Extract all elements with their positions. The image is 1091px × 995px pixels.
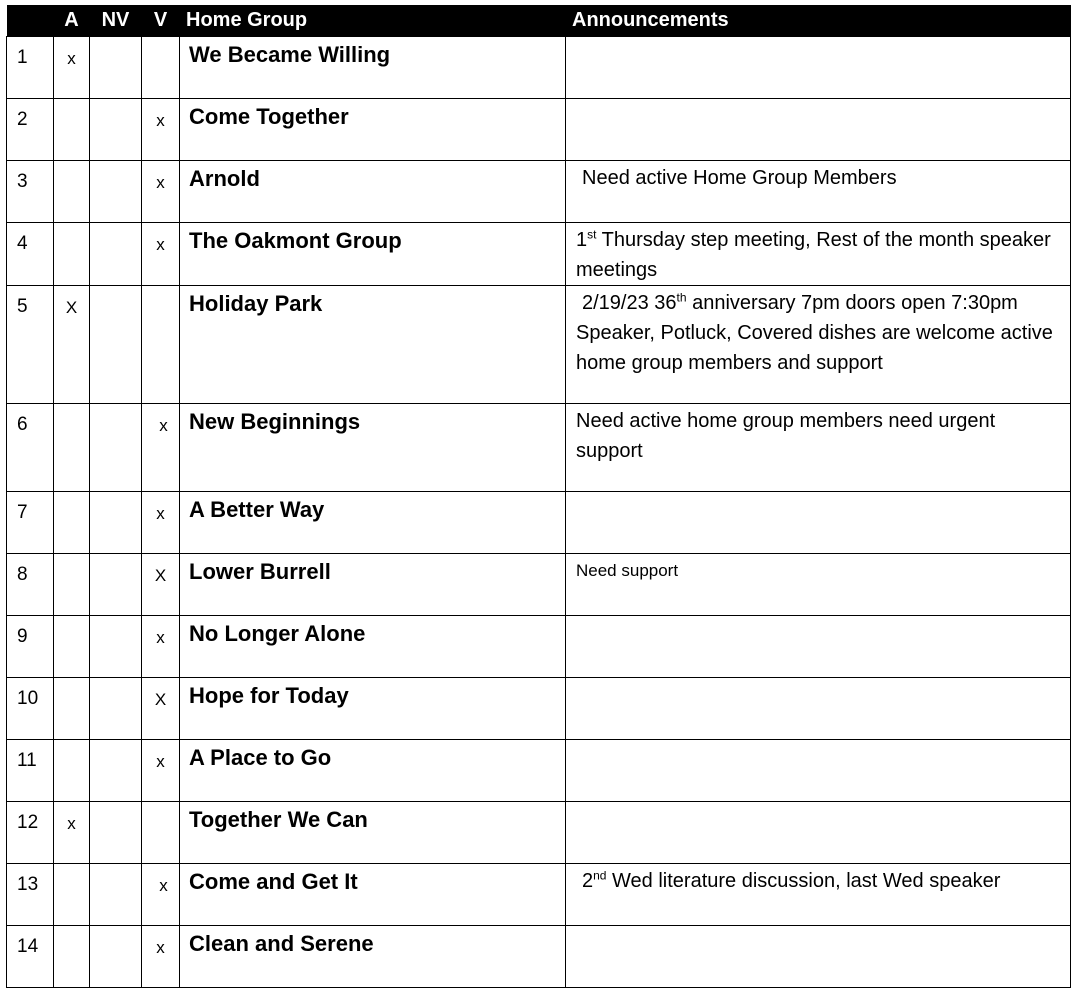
mark-nv — [90, 615, 142, 677]
mark-nv — [90, 160, 142, 222]
announcement-text: 2/19/23 36 — [582, 291, 677, 314]
mark-a — [54, 925, 90, 987]
announcement — [566, 36, 1071, 98]
table-row — [7, 285, 1071, 403]
home-group-table — [6, 5, 1071, 988]
mark-a — [54, 863, 90, 925]
mark-v: x — [142, 98, 180, 160]
mark-v: x — [142, 403, 180, 491]
announcement — [566, 98, 1071, 160]
table-row — [7, 615, 1071, 677]
row-number: 14 — [7, 925, 54, 987]
home-group-name: Clean and Serene — [180, 925, 566, 987]
home-group-name: Come and Get It — [180, 863, 566, 925]
home-group-name: Lower Burrell — [180, 553, 566, 615]
table-row — [7, 801, 1071, 863]
mark-v: X — [142, 553, 180, 615]
home-group-name: The Oakmont Group — [180, 222, 566, 285]
table-row — [7, 863, 1071, 925]
mark-v: x — [142, 739, 180, 801]
announcement — [566, 491, 1071, 553]
announcement-text: Thursday step meeting, Rest of the month speaker meetings — [576, 228, 1051, 281]
ordinal-suffix: st — [587, 226, 597, 241]
header-number — [7, 5, 54, 36]
mark-a — [54, 553, 90, 615]
home-group-name: Holiday Park — [180, 285, 566, 403]
mark-nv — [90, 925, 142, 987]
mark-nv — [90, 739, 142, 801]
mark-a — [54, 677, 90, 739]
announcement — [566, 677, 1071, 739]
table-header-row — [7, 5, 1071, 36]
mark-nv — [90, 403, 142, 491]
home-group-name: A Place to Go — [180, 739, 566, 801]
mark-v — [142, 285, 180, 403]
home-group-name: No Longer Alone — [180, 615, 566, 677]
mark-a — [54, 491, 90, 553]
row-number: 5 — [7, 285, 54, 403]
home-group-name: Together We Can — [180, 801, 566, 863]
mark-a — [54, 98, 90, 160]
mark-nv — [90, 285, 142, 403]
row-number: 2 — [7, 98, 54, 160]
mark-a: x — [54, 36, 90, 98]
announcement-text: 2 — [582, 869, 594, 892]
mark-a — [54, 403, 90, 491]
row-number: 3 — [7, 160, 54, 222]
table-row — [7, 98, 1071, 160]
home-group-name: Arnold — [180, 160, 566, 222]
header-nv: NV — [90, 5, 142, 36]
table-row — [7, 925, 1071, 987]
announcement-text: Wed literature discussion, last Wed speaker — [606, 869, 1001, 892]
announcement-text: anniversary 7pm doors open 7:30pm Speaker, Potluck, Covered dishes are welcome active home group members and support — [576, 291, 1053, 374]
row-number: 4 — [7, 222, 54, 285]
home-group-name: We Became Willing — [180, 36, 566, 98]
mark-v — [142, 36, 180, 98]
announcement: Need active Home Group Members — [566, 160, 1071, 222]
announcement — [566, 925, 1071, 987]
mark-v — [142, 801, 180, 863]
header-a: A — [54, 5, 90, 36]
mark-v: x — [142, 925, 180, 987]
table-row — [7, 403, 1071, 491]
mark-nv — [90, 98, 142, 160]
mark-nv — [90, 36, 142, 98]
table-row — [7, 36, 1071, 98]
announcement — [566, 801, 1071, 863]
table-row — [7, 222, 1071, 285]
row-number: 9 — [7, 615, 54, 677]
table-row — [7, 677, 1071, 739]
mark-v: x — [142, 615, 180, 677]
announcement — [566, 863, 1071, 925]
row-number: 12 — [7, 801, 54, 863]
announcement — [566, 285, 1071, 403]
row-number: 11 — [7, 739, 54, 801]
table-row — [7, 491, 1071, 553]
mark-nv — [90, 677, 142, 739]
mark-v: X — [142, 677, 180, 739]
announcement: Need support — [566, 553, 1071, 615]
row-number: 8 — [7, 553, 54, 615]
table-row — [7, 739, 1071, 801]
mark-v: x — [142, 491, 180, 553]
header-v: V — [142, 5, 180, 36]
home-group-name: New Beginnings — [180, 403, 566, 491]
table-row — [7, 160, 1071, 222]
mark-v: x — [142, 863, 180, 925]
mark-nv — [90, 863, 142, 925]
header-announcements: Announcements — [566, 5, 1071, 36]
row-number: 10 — [7, 677, 54, 739]
mark-nv — [90, 801, 142, 863]
row-number: 13 — [7, 863, 54, 925]
ordinal-suffix: nd — [593, 867, 607, 882]
announcement: Need active home group members need urgent support — [566, 403, 1071, 491]
mark-nv — [90, 222, 142, 285]
ordinal-suffix: th — [676, 289, 687, 304]
row-number: 7 — [7, 491, 54, 553]
home-group-name: A Better Way — [180, 491, 566, 553]
mark-a — [54, 739, 90, 801]
mark-a — [54, 160, 90, 222]
mark-a — [54, 615, 90, 677]
header-home-group: Home Group — [180, 5, 566, 36]
announcement-text: 1 — [576, 228, 588, 251]
home-group-name: Come Together — [180, 98, 566, 160]
row-number: 1 — [7, 36, 54, 98]
mark-a: X — [54, 285, 90, 403]
mark-a: x — [54, 801, 90, 863]
mark-nv — [90, 491, 142, 553]
mark-v: x — [142, 222, 180, 285]
announcement — [566, 615, 1071, 677]
mark-nv — [90, 553, 142, 615]
mark-a — [54, 222, 90, 285]
announcement — [566, 739, 1071, 801]
home-group-table-container — [6, 5, 1071, 988]
mark-v: x — [142, 160, 180, 222]
row-number: 6 — [7, 403, 54, 491]
table-row — [7, 553, 1071, 615]
home-group-name: Hope for Today — [180, 677, 566, 739]
announcement — [566, 222, 1071, 285]
